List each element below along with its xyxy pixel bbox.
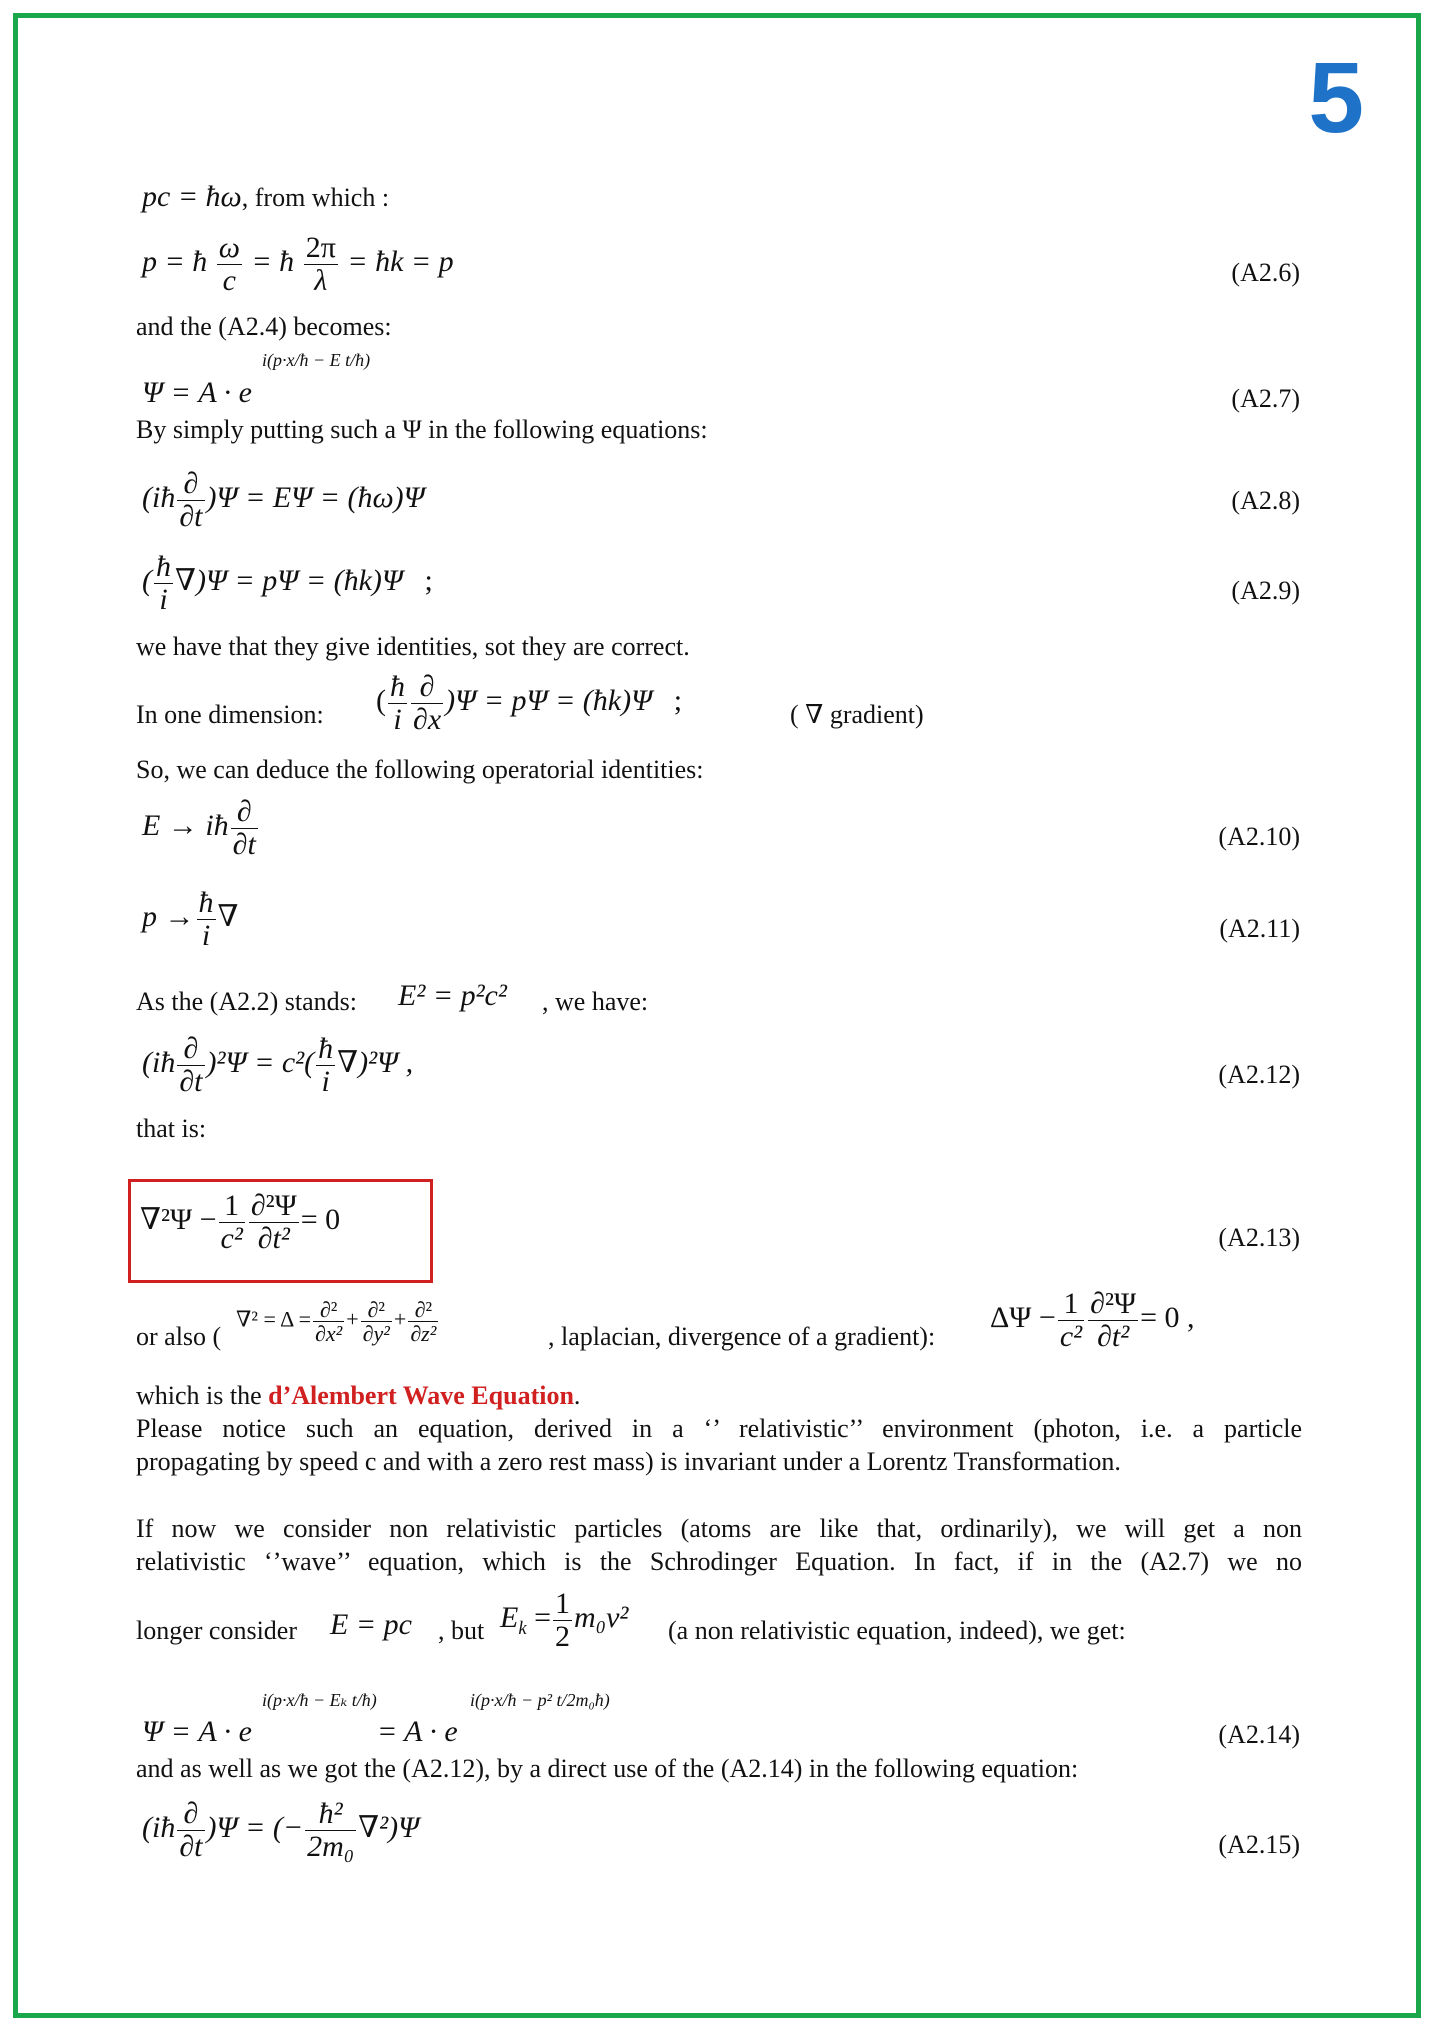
eq-pc-expr: pc = ħω — [142, 180, 242, 213]
semicolon: ; — [424, 563, 433, 597]
num: ħ — [156, 550, 171, 583]
label-a214: (A2.14) — [1218, 1720, 1300, 1749]
eq-one-dim: ( $\frac{ħ}{i}$ $\frac{\partial}{\partial x}$ )Ψ = pΨ = (ħk)Ψ ; — [376, 670, 683, 736]
plus: + — [346, 1306, 359, 1332]
frac-d-dx — [411, 671, 443, 735]
frac-d-dt — [177, 468, 204, 532]
as-well-text: and as well as we got the (A2.12), by a direct use of the (A2.14) in the following equation: — [136, 1754, 1079, 1783]
num: ∂ — [177, 1033, 204, 1066]
exponent-a214a: i(p·x/ħ − Eₖ t/ħ) — [262, 1690, 377, 1710]
num: ħ — [390, 670, 405, 703]
eq-ek — [500, 1588, 628, 1652]
eq-a210 — [142, 796, 260, 860]
frac-h-i — [154, 551, 173, 615]
label-a29: (A2.9) — [1231, 576, 1300, 605]
eq-part: ∇)Ψ = pΨ = (ħk)Ψ — [175, 563, 404, 597]
eq-part: ∇² = Δ = — [236, 1306, 311, 1332]
label-a215: (A2.15) — [1218, 1830, 1300, 1859]
from-which-text: , from which : — [241, 183, 390, 212]
nonrel-line-2: relativistic ‘’wave’’ equation, which is the Schrodinger Equation. In fact, if in the (A2.7) we no — [136, 1547, 1302, 1576]
label-a27: (A2.7) — [1231, 384, 1300, 413]
label-a213: (A2.13) — [1218, 1223, 1300, 1252]
frac-d2psi-dt2 — [249, 1190, 299, 1254]
dalembert-highlight: d’Alembert Wave Equation — [268, 1381, 574, 1410]
den: ∂y² — [362, 1321, 390, 1347]
num: 1 — [219, 1190, 245, 1223]
num: ∂ — [231, 796, 258, 829]
eq-part: = 0 — [300, 1202, 341, 1236]
num: ω — [218, 231, 240, 264]
den: c² — [1059, 1319, 1083, 1353]
eq-a215 — [142, 1798, 419, 1862]
eq-a27 — [142, 378, 252, 408]
label-a211: (A2.11) — [1219, 914, 1300, 943]
den: c — [222, 263, 236, 297]
eq-part: ( — [142, 563, 152, 597]
eq-part: ∇²)Ψ — [358, 1810, 420, 1844]
frac-h-i — [316, 1033, 335, 1097]
eq-a212 — [142, 1033, 413, 1097]
num: ħ — [318, 1032, 334, 1065]
den: i — [393, 702, 402, 736]
den: ∂t — [179, 499, 203, 533]
label-a28: (A2.8) — [1231, 486, 1300, 515]
eq-part: )Ψ = pΨ = (ħk)Ψ — [445, 683, 653, 717]
den: ∂x — [413, 702, 442, 736]
frac-1-c2 — [1058, 1288, 1084, 1352]
frac-d2-dz2 — [408, 1298, 438, 1345]
eq-part: (iħ — [142, 1045, 176, 1079]
eq-part: = — [534, 1600, 552, 1634]
nabla-gradient-text: ( ∇ gradient) — [790, 700, 924, 729]
num: 1 — [555, 1587, 571, 1620]
num: ∂² — [408, 1298, 438, 1322]
den: i — [159, 582, 168, 616]
frac-d-dt — [177, 1033, 204, 1097]
den: ∂t — [179, 1064, 203, 1098]
den: c² — [220, 1221, 243, 1255]
eq-part: )Ψ = (− — [206, 1810, 304, 1844]
eq-a29 — [142, 551, 433, 615]
eq-a211 — [142, 887, 238, 951]
frac-2pi-lambda — [304, 232, 338, 296]
eq-part: ΔΨ − — [990, 1300, 1056, 1334]
label-a26: (A2.6) — [1231, 258, 1300, 287]
eq-a26-part: = ħk = p — [347, 244, 454, 278]
that-is-text: that is: — [136, 1114, 207, 1143]
eq-part: ∇)²Ψ , — [337, 1045, 414, 1079]
eq-pc — [142, 181, 389, 214]
frac-omega-c — [217, 232, 242, 296]
semicolon: ; — [673, 683, 683, 717]
page-number: 5 — [1308, 42, 1364, 154]
indeed-text: (a non relativistic equation, indeed), we get: — [668, 1616, 1126, 1645]
plus: + — [393, 1306, 407, 1332]
frac-h-i — [388, 671, 407, 735]
a24-becomes-text: and the (A2.4) becomes: — [136, 312, 392, 341]
num: ħ² — [305, 1798, 356, 1831]
frac-d2-dy2 — [361, 1298, 392, 1345]
period: . — [573, 1381, 581, 1410]
exponent-a27: i(p·x/ħ − E t/ħ) — [262, 350, 371, 370]
longer-text: longer consider — [136, 1616, 298, 1645]
one-dim-text: In one dimension: — [136, 700, 324, 729]
notice-line-2: propagating by speed c and with a zero rest mass) is invariant under a Lorentz Transformation. — [136, 1447, 1121, 1476]
eq-part: = 0 , — [1140, 1300, 1195, 1334]
frac-1-c2 — [219, 1190, 245, 1254]
den: ∂x² — [315, 1321, 343, 1347]
den: ∂z² — [410, 1321, 437, 1347]
eq-part: )Ψ = EΨ = (ħω)Ψ — [206, 480, 425, 514]
frac-h2-2m0 — [305, 1798, 356, 1862]
putting-text: By simply putting such a Ψ in the following equations: — [136, 415, 708, 444]
den: ∂t² — [1097, 1319, 1130, 1353]
num: ∂ — [177, 1798, 204, 1831]
eq-a26-part: p = ħ — [142, 244, 208, 278]
eq-part: E — [500, 1600, 519, 1634]
eq-a27-base: Ψ = A · e — [142, 376, 252, 409]
num: ∂²Ψ — [1090, 1287, 1137, 1320]
frac-1-2 — [553, 1588, 572, 1652]
den: i — [201, 918, 211, 952]
dalembert-line — [136, 1379, 580, 1412]
subscript: k — [518, 1617, 527, 1639]
eq-laplacian — [236, 1298, 440, 1345]
or-also-text: or also ( — [136, 1322, 222, 1351]
num: ∂² — [361, 1298, 392, 1322]
eq-part: = A · e — [376, 1715, 458, 1748]
num: ∂² — [313, 1298, 344, 1322]
den: 2m₀ — [307, 1829, 355, 1863]
but-text: , but — [438, 1616, 485, 1645]
frac-d2psi-dt2 — [1088, 1288, 1138, 1352]
label-a212: (A2.12) — [1218, 1060, 1300, 1089]
eq-e-pc: E = pc — [330, 1608, 412, 1641]
eq-delta-psi — [990, 1288, 1195, 1352]
eq-part: Ψ = A · e — [142, 1715, 252, 1748]
den: λ — [314, 263, 328, 297]
laplacian-text: , laplacian, divergence of a gradient): — [548, 1322, 936, 1351]
eq-part: (iħ — [142, 480, 176, 514]
label-a210: (A2.10) — [1218, 822, 1300, 851]
num: 2π — [305, 231, 336, 264]
frac-d-dt — [177, 1798, 204, 1862]
frac-d-dt — [231, 796, 258, 860]
eq-part: E → iħ — [142, 808, 229, 842]
eq-a26-part: = ħ — [251, 244, 295, 278]
frac-h-i — [197, 887, 216, 951]
den: i — [321, 1064, 330, 1098]
eq-a214 — [142, 1717, 458, 1747]
as-a22-text: As the (A2.2) stands: — [136, 987, 357, 1016]
exponent-a214b: i(p·x/ħ − p² t/2m₀ħ) — [470, 1690, 610, 1710]
eq-a28 — [142, 468, 425, 532]
identities-text: we have that they give identities, sot they are correct. — [136, 632, 690, 661]
eq-part: ∇²Ψ − — [140, 1202, 217, 1236]
num: ∂ — [177, 468, 204, 501]
num: ∂²Ψ — [250, 1189, 297, 1222]
den: ∂t — [179, 1829, 203, 1863]
den: 2 — [555, 1619, 571, 1653]
num: 1 — [1058, 1288, 1084, 1321]
which-is-text: which is the — [136, 1381, 269, 1410]
deduce-text: So, we can deduce the following operatorial identities: — [136, 755, 704, 784]
notice-line-1: Please notice such an equation, derived in a ‘’ relativistic’’ environment (photon, i.e. a particle — [136, 1414, 1302, 1443]
eq-e2: E² = p²c² — [398, 979, 507, 1012]
den: ∂t² — [257, 1221, 290, 1255]
den: ∂t — [232, 827, 256, 861]
eq-part: m₀v² — [574, 1600, 629, 1634]
eq-part: (iħ — [142, 1810, 176, 1844]
eq-part: p → — [142, 899, 195, 933]
num: ħ — [198, 886, 214, 919]
num: ∂ — [411, 671, 443, 704]
eq-part: )²Ψ = c²( — [206, 1045, 315, 1079]
nonrel-line-1: If now we consider non relativistic particles (atoms are like that, ordinarily), we will get a non — [136, 1514, 1302, 1543]
eq-a213 — [140, 1190, 340, 1254]
nabla: ∇ — [217, 899, 239, 933]
eq-a26 — [142, 232, 454, 296]
we-have-text: , we have: — [542, 987, 649, 1016]
frac-d2-dx2 — [313, 1298, 344, 1345]
